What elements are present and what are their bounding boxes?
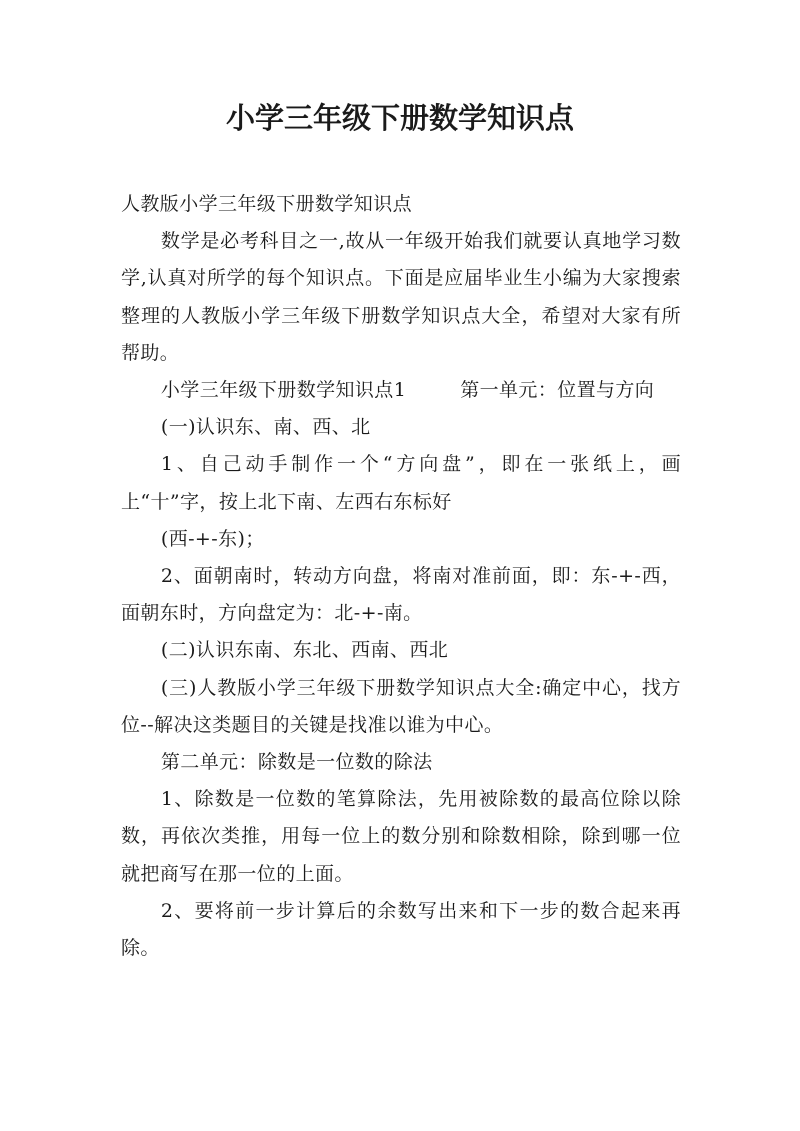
paragraph-subheading-1: (一)认识东、南、西、北 <box>160 416 371 439</box>
paragraph-intro: 数学是必考科目之一,故从一年级开始我们就要认真地学习数学,认真对所学的每个知识点。下面是应届毕业生小编为大家搜索整理的人教版小学三年级下册数学知识点大全，希望对大家有所帮助。 <box>121 230 681 364</box>
document-title: 小学三年级下册数学知识点 <box>225 101 574 135</box>
document-body <box>121 186 681 967</box>
paragraph-subtitle: 人教版小学三年级下册数学知识点 <box>121 193 413 215</box>
section-heading-text: 小学三年级下册数学知识点1 <box>160 379 407 402</box>
unit-one-heading: 第一单元：位置与方向 <box>460 379 655 402</box>
paragraph-unit-two-item-2: 2、要将前一步计算后的余数写出来和下一步的数合起来再除。 <box>121 899 681 960</box>
paragraph-item-1: 1、自己动手制作一个“方向盘”，即在一张纸上，画上“十”字，按上北下南、左西右东标好 <box>121 453 681 513</box>
paragraph-item-1-note: (西-+-东)； <box>160 527 265 550</box>
paragraph-unit-two-item-1: 1、除数是一位数的笔算除法，先用被除数的最高位除以除数，再依次类推，用每一位上的数分别和除数相除，除到哪一位就把商写在那一位的上面。 <box>121 788 681 885</box>
paragraph-section-heading <box>121 372 681 409</box>
paragraph-item-2: 2、面朝南时，转动方向盘，将南对准前面，即：东-+-西，面朝东时，方向盘定为：北-+-南。 <box>121 565 681 625</box>
paragraph-unit-two-heading: 第二单元：除数是一位数的除法 <box>160 751 433 774</box>
paragraph-subheading-2: (二)认识东南、东北、西南、西北 <box>160 639 449 662</box>
paragraph-subheading-3: (三)人教版小学三年级下册数学知识点大全:确定中心，找方位--解决这类题目的关键是找准以谁为中心。 <box>121 676 681 736</box>
